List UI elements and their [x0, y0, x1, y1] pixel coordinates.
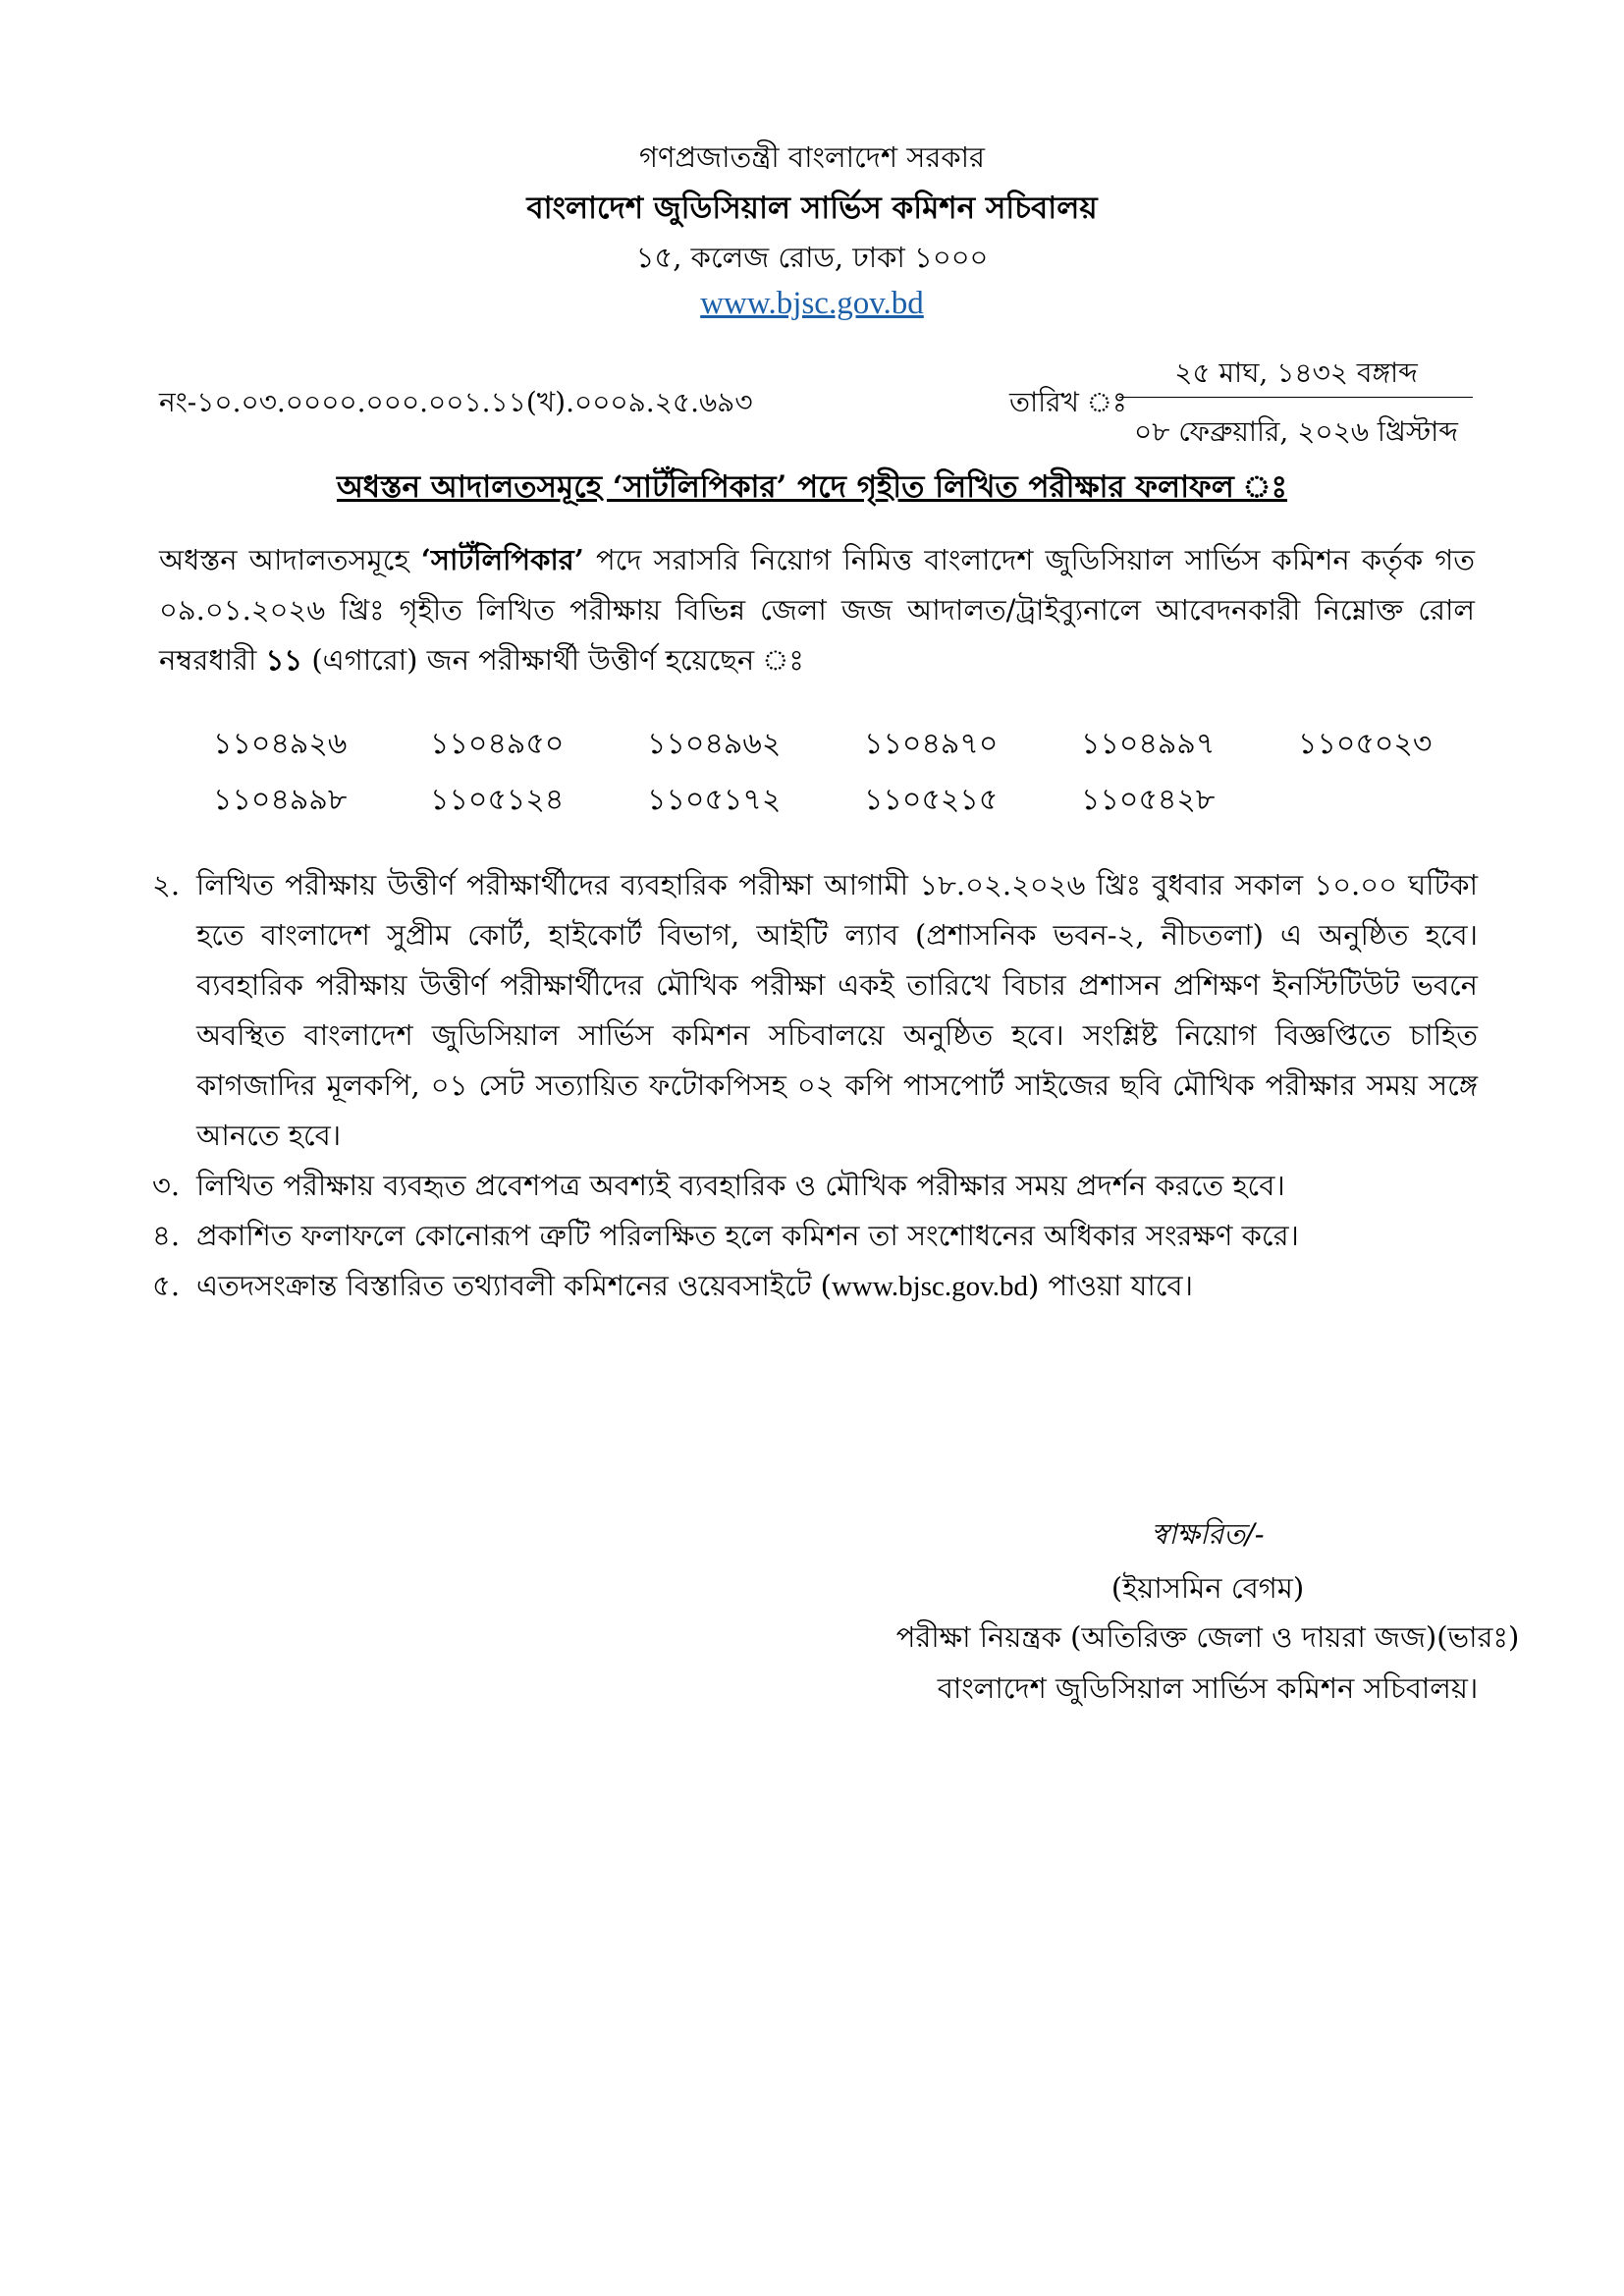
- intro-paragraph: [159, 535, 1475, 685]
- roll-number-list: [213, 720, 1515, 832]
- roll-row: [213, 776, 1515, 832]
- govt-name: গণপ্রজাতন্ত্রী বাংলাদেশ সরকার: [638, 140, 986, 174]
- roll-number: ১১০৫১২৪: [430, 783, 565, 817]
- roll-number: ১১০৪৯৭০: [864, 727, 999, 761]
- item-text-after: ) পাওয়া যাবে।: [1027, 1269, 1193, 1302]
- roll-number: ১১০৪৯২৬: [213, 727, 348, 761]
- date-divider: [1119, 397, 1473, 398]
- item-number: ৩.: [152, 1169, 181, 1202]
- roll-number: ১১০৫৪২৮: [1081, 783, 1216, 817]
- roll-number: ১১০৪৯৯৭: [1081, 727, 1216, 761]
- subject-text: অধস্তন আদালতসমূহে ‘সাটঁলিপিকার’ পদে গৃহীত লিখিত পরীক্ষার ফলাফল ঃ: [336, 469, 1288, 505]
- office-address: ১৫, কলেজ রোড, ঢাকা ১০০০: [635, 241, 989, 274]
- roll-number: ১১০৪৯৬২: [647, 727, 782, 761]
- item-text: প্রকাশিত ফলাফলে কোনোরূপ ত্রুটি পরিলক্ষিত হলে কমিশন তা সংশোধনের অধিকার সংরক্ষণ করে।: [196, 1219, 1299, 1252]
- list-item: [152, 1261, 1478, 1312]
- list-item: [152, 1161, 1478, 1211]
- memo-number: নং-১০.০৩.০০০০.০০০.০০১.১১(খ).০০০৯.২৫.৬৯৩: [159, 386, 753, 418]
- roll-number: ১১০৫০২৩: [1298, 727, 1433, 761]
- instruction-list: [152, 860, 1478, 1312]
- website-url[interactable]: www.bjsc.gov.bd: [831, 1271, 1028, 1302]
- roll-number: ১১০৪৯৫০: [430, 727, 565, 761]
- roll-number: ১১০৫১৭২: [647, 783, 782, 817]
- subject-line: [0, 464, 1624, 515]
- website-line: [0, 283, 1624, 322]
- date-bangla: ২৫ মাঘ, ১৪৩২ বঙ্গাব্দ: [1174, 356, 1418, 389]
- signed-mark: স্বাক্ষরিত/-: [1151, 1517, 1265, 1551]
- intro-text-2: পদে সরাসরি নিয়োগ নিমিত্ত বাংলাদেশ জুডিসিয়াল সার্ভিস কমিশন কর্তৃক গত ০৯.০১.২০২৬ খ্রিঃ গৃহীত লিখিত পরীক্ষায় বিভিন্ন জেলা জজ আদালত/ট্রাইব্যুনালে আবেদনকারী নিম্নোক্ত রোল নম্বরধারী: [159, 543, 1475, 677]
- date-gregorian: ০৮ ফেব্রুয়ারি, ২০২৬ খ্রিস্টাব্দ: [1134, 415, 1458, 448]
- item-text: লিখিত পরীক্ষায় উত্তীর্ণ পরীক্ষার্থীদের ব্যবহারিক পরীক্ষা আগামী ১৮.০২.২০২৬ খ্রিঃ বুধবার সকাল ১০.০০ ঘটিকা হতে বাংলাদেশ সুপ্রীম কোর্ট, হাইকোর্ট বিভাগ, আইটি ল্যাব (প্রশাসনিক ভবন-২, নীচতলা) এ অনুষ্ঠিত হবে। ব্যবহারিক পরীক্ষায় উত্তীর্ণ পরীক্ষার্থীদের মৌখিক পরীক্ষা একই তারিখে বিচার প্রশাসন প্রশিক্ষণ ইনস্টিটিউট ভবনে অবস্থিত বাংলাদেশ জুডিসিয়াল সার্ভিস কমিশন সচিবালয়ে অনুষ্ঠিত হবে। সংশ্লিষ্ট নিয়োগ বিজ্ঞপ্তিতে চাহিত কাগজাদির মূলকপি, ০১ সেট সত্যায়িত ফটোকপিসহ ০২ কপি পাসপোর্ট সাইজের ছবি মৌখিক পরীক্ষার সময় সঙ্গে আনতে হবে।: [196, 868, 1478, 1152]
- item-number: ৪.: [152, 1219, 181, 1252]
- intro-count: ১১: [265, 643, 303, 677]
- roll-row: [213, 720, 1515, 776]
- signatory-name: (ইয়াসমিন বেগম): [1110, 1571, 1305, 1605]
- intro-text-1: অধস্তন আদালতসমূহে: [159, 543, 421, 576]
- intro-text-3: (এগারো) জন পরীক্ষার্থী উত্তীর্ণ হয়েছেন ঃ: [302, 643, 804, 677]
- roll-number: ১১০৪৯৯৮: [213, 783, 348, 817]
- item-number: ৫.: [152, 1269, 181, 1302]
- item-text: লিখিত পরীক্ষায় ব্যবহৃত প্রবেশপত্র অবশ্যই ব্যবহারিক ও মৌখিক পরীক্ষার সময় প্রদর্শন করতে হবে।: [196, 1169, 1285, 1202]
- signatory-designation: পরীক্ষা নিয়ন্ত্রক (অতিরিক্ত জেলা ও দায়রা জজ)(ভারঃ): [895, 1620, 1520, 1654]
- item-text: [196, 1261, 1478, 1312]
- website-link[interactable]: www.bjsc.gov.bd: [700, 286, 924, 321]
- list-item: [152, 860, 1478, 1161]
- item-number: ২.: [152, 868, 181, 902]
- list-item: [152, 1211, 1478, 1261]
- roll-number: ১১০৫২১৫: [864, 783, 999, 817]
- item-text-before: এতদসংক্রান্ত বিস্তারিত তথ্যাবলী কমিশনের ওয়েবসাইটে (: [196, 1269, 832, 1302]
- date-label: তারিখ ঃ: [1009, 386, 1127, 418]
- signatory-office: বাংলাদেশ জুডিসিয়াল সার্ভিস কমিশন সচিবালয়।: [937, 1671, 1479, 1705]
- office-name: বাংলাদেশ জুডিসিয়াল সার্ভিস কমিশন সচিবালয়: [526, 191, 1098, 226]
- intro-post-name: ‘সাটঁলিপিকার’: [420, 543, 584, 576]
